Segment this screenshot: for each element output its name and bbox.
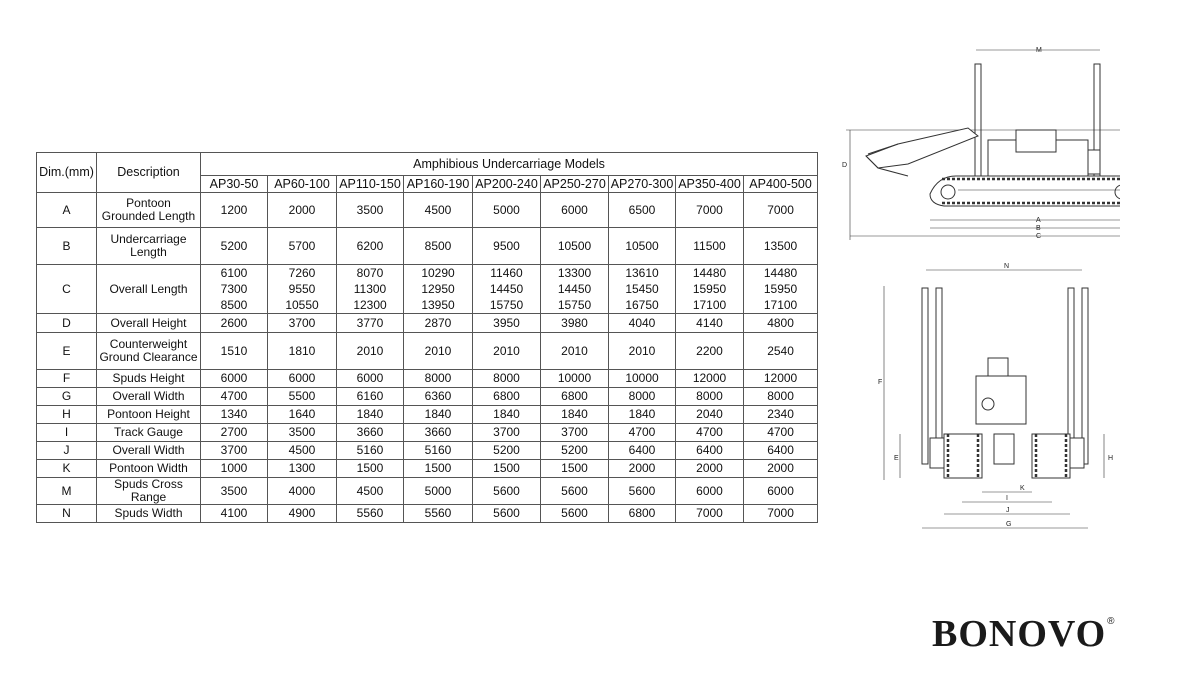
table-cell-value: 3770 — [337, 314, 404, 333]
table-row — [37, 406, 818, 424]
table-cell-value: 6160 — [337, 388, 404, 406]
table-cell-value: 5600 — [541, 478, 609, 505]
table-cell-value: 5560 — [337, 505, 404, 523]
table-cell-group — [541, 265, 609, 314]
table-cell-value: 6200 — [337, 228, 404, 265]
model-header: AP250-270 — [541, 176, 609, 193]
row-description: Spuds Cross Range — [97, 478, 201, 505]
row-description: Spuds Width — [97, 505, 201, 523]
table-cell-value: 2700 — [201, 424, 268, 442]
registered-mark: ® — [1107, 616, 1116, 627]
table-cell-value: 4100 — [201, 505, 268, 523]
table-cell-value: 4700 — [744, 424, 818, 442]
table-cell-value: 7000 — [744, 505, 818, 523]
table-cell-value: 5200 — [541, 442, 609, 460]
table-cell-value: 1510 — [201, 333, 268, 370]
table-cell-value: 6000 — [201, 370, 268, 388]
table-cell-value: 3500 — [268, 424, 337, 442]
table-cell-group — [337, 265, 404, 314]
label-i: I — [1006, 495, 1008, 502]
model-header: AP160-190 — [404, 176, 473, 193]
table-cell-value: 2000 — [268, 193, 337, 228]
table-cell-value: 6000 — [541, 193, 609, 228]
table-row — [37, 424, 818, 442]
table-cell-value: 2040 — [676, 406, 744, 424]
label-c: C — [1036, 233, 1042, 240]
table-cell-value: 10550 — [285, 297, 319, 312]
table-cell-value: 4900 — [268, 505, 337, 523]
table-cell-group — [744, 265, 818, 314]
table-cell-value: 10290 — [421, 265, 455, 280]
table-cell-value: 15750 — [557, 297, 592, 312]
row-dim: H — [37, 406, 97, 424]
table-row — [37, 333, 818, 370]
table-body — [37, 193, 818, 523]
table-cell-value: 5160 — [404, 442, 473, 460]
spec-table — [36, 152, 818, 523]
table-cell-value: 3660 — [404, 424, 473, 442]
row-description: Undercarriage Length — [97, 228, 201, 265]
table-cell-value: 5000 — [473, 193, 541, 228]
table-cell-value: 6400 — [609, 442, 676, 460]
table-cell-group — [404, 265, 473, 314]
table-cell-value: 10000 — [541, 370, 609, 388]
table-cell-value: 10000 — [609, 370, 676, 388]
table-cell-value: 4500 — [268, 442, 337, 460]
table-cell-value: 5560 — [404, 505, 473, 523]
table-cell-group — [609, 265, 676, 314]
table-cell-value: 1500 — [337, 460, 404, 478]
row-description: Overall Width — [97, 388, 201, 406]
row-description: Overall Length — [97, 265, 201, 314]
model-header: AP270-300 — [609, 176, 676, 193]
row-dim: G — [37, 388, 97, 406]
table-row — [37, 442, 818, 460]
table-cell-value: 3700 — [541, 424, 609, 442]
table-cell-value: 6500 — [609, 193, 676, 228]
row-dim: A — [37, 193, 97, 228]
table-cell-value: 11500 — [676, 228, 744, 265]
table-cell-value: 11460 — [490, 265, 523, 280]
table-cell-value: 4140 — [676, 314, 744, 333]
table-cell-value: 16750 — [625, 297, 659, 312]
table-cell-value: 14480 — [763, 265, 798, 280]
model-header: AP30-50 — [201, 176, 268, 193]
table-cell-value: 1500 — [541, 460, 609, 478]
table-cell-value: 6400 — [676, 442, 744, 460]
row-description: Pontoon Grounded Length — [97, 193, 201, 228]
table-cell-value: 4500 — [337, 478, 404, 505]
table-cell-value: 5600 — [473, 478, 541, 505]
table-cell-value: 4000 — [268, 478, 337, 505]
table-cell-value: 2540 — [744, 333, 818, 370]
table-cell-value: 9500 — [473, 228, 541, 265]
table-cell-value: 8000 — [404, 370, 473, 388]
table-cell-value: 8070 — [356, 265, 384, 280]
row-description: Pontoon Height — [97, 406, 201, 424]
table-cell-value: 12300 — [353, 297, 387, 312]
table-row — [37, 265, 818, 314]
table-cell-value: 1810 — [268, 333, 337, 370]
table-cell-value: 4500 — [404, 193, 473, 228]
table-cell-value: 1840 — [609, 406, 676, 424]
table-cell-value: 5600 — [541, 505, 609, 523]
label-h: H — [1108, 455, 1114, 462]
table-cell-value: 2200 — [676, 333, 744, 370]
row-dim: N — [37, 505, 97, 523]
row-dim: I — [37, 424, 97, 442]
table-cell-value: 2870 — [404, 314, 473, 333]
table-cell-value: 12000 — [744, 370, 818, 388]
models-title: Amphibious Undercarriage Models — [201, 153, 818, 176]
row-description: Counterweight Ground Clearance — [97, 333, 201, 370]
table-cell-group — [268, 265, 337, 314]
model-header: AP110-150 — [337, 176, 404, 193]
table-cell-value: 7260 — [288, 265, 316, 280]
table-cell-value: 11300 — [353, 281, 387, 296]
table-cell-value: 6000 — [744, 478, 818, 505]
label-e: E — [894, 455, 899, 462]
table-row — [37, 193, 818, 228]
table-cell-value: 4800 — [744, 314, 818, 333]
table-cell-value: 2340 — [744, 406, 818, 424]
row-description: Overall Height — [97, 314, 201, 333]
table-cell-value: 8000 — [609, 388, 676, 406]
table-cell-value: 15450 — [625, 281, 659, 296]
row-dim: C — [37, 265, 97, 314]
label-d: D — [842, 162, 848, 169]
row-dim: D — [37, 314, 97, 333]
row-dim: B — [37, 228, 97, 265]
table-cell-value: 14480 — [692, 265, 727, 280]
row-dim: K — [37, 460, 97, 478]
table-cell-value: 15950 — [763, 281, 798, 296]
table-cell-value: 3660 — [337, 424, 404, 442]
model-header: AP200-240 — [473, 176, 541, 193]
bonovo-logo — [932, 612, 1132, 656]
table-cell-value: 3500 — [337, 193, 404, 228]
table-cell-value: 10500 — [541, 228, 609, 265]
table-cell-value: 3980 — [541, 314, 609, 333]
table-cell-value: 12950 — [421, 281, 455, 296]
row-dim: F — [37, 370, 97, 388]
table-cell-value: 4700 — [201, 388, 268, 406]
table-cell-value: 7000 — [676, 505, 744, 523]
table-cell-value: 6800 — [541, 388, 609, 406]
table-cell-value: 3700 — [268, 314, 337, 333]
table-cell-value: 6800 — [609, 505, 676, 523]
row-description: Spuds Height — [97, 370, 201, 388]
table-cell-value: 5200 — [473, 442, 541, 460]
table-cell-value: 1300 — [268, 460, 337, 478]
table-cell-value: 1500 — [404, 460, 473, 478]
table-cell-value: 2600 — [201, 314, 268, 333]
table-cell-value: 17100 — [763, 297, 798, 312]
table-cell-value: 15750 — [489, 297, 524, 312]
table-cell-value: 9550 — [288, 281, 316, 296]
table-cell-value: 6400 — [744, 442, 818, 460]
table-row — [37, 478, 818, 505]
table-cell-value: 14450 — [489, 281, 524, 296]
table-cell-value: 5600 — [473, 505, 541, 523]
table-cell-value: 13300 — [557, 265, 592, 280]
table-cell-value: 1840 — [404, 406, 473, 424]
table-cell-value: 6000 — [268, 370, 337, 388]
table-cell-value: 1840 — [337, 406, 404, 424]
table-cell-value: 2010 — [337, 333, 404, 370]
table-cell-value: 1840 — [541, 406, 609, 424]
side-view-drawing — [838, 44, 1120, 244]
table-cell-value: 8000 — [473, 370, 541, 388]
table-cell-value: 3500 — [201, 478, 268, 505]
table-row — [37, 388, 818, 406]
table-cell-value: 5600 — [609, 478, 676, 505]
table-row — [37, 460, 818, 478]
model-header: AP60-100 — [268, 176, 337, 193]
row-description: Track Gauge — [97, 424, 201, 442]
label-f: F — [878, 379, 883, 386]
table-cell-value: 12000 — [676, 370, 744, 388]
table-cell-value: 10500 — [609, 228, 676, 265]
table-cell-group — [201, 265, 268, 314]
logo-text: BONOVO — [932, 613, 1107, 655]
model-header: AP400-500 — [744, 176, 818, 193]
table-cell-value: 1340 — [201, 406, 268, 424]
table-row — [37, 314, 818, 333]
table-cell-value: 4700 — [676, 424, 744, 442]
table-cell-value: 8500 — [404, 228, 473, 265]
col-desc-header: Description — [97, 153, 201, 193]
table-cell-value: 13500 — [744, 228, 818, 265]
table-row — [37, 505, 818, 523]
table-cell-value: 3950 — [473, 314, 541, 333]
table-cell-value: 2010 — [473, 333, 541, 370]
table-cell-value: 1500 — [473, 460, 541, 478]
table-cell-value: 6360 — [404, 388, 473, 406]
table-cell-value: 5160 — [337, 442, 404, 460]
label-a: A — [1036, 217, 1041, 224]
table-cell-value: 17100 — [692, 297, 727, 312]
label-b: B — [1036, 225, 1041, 232]
table-cell-value: 7000 — [744, 193, 818, 228]
row-dim: E — [37, 333, 97, 370]
model-header: AP350-400 — [676, 176, 744, 193]
table-cell-value: 3700 — [201, 442, 268, 460]
table-row — [37, 370, 818, 388]
front-view-drawing — [876, 258, 1122, 548]
table-cell-value: 6000 — [337, 370, 404, 388]
table-cell-value: 13610 — [625, 265, 659, 280]
table-cell-value: 2000 — [676, 460, 744, 478]
table-cell-value: 2000 — [609, 460, 676, 478]
table-cell-value: 4700 — [609, 424, 676, 442]
label-j: J — [1006, 507, 1010, 514]
table-cell-value: 3700 — [473, 424, 541, 442]
table-cell-value: 1200 — [201, 193, 268, 228]
table-cell-value: 2010 — [541, 333, 609, 370]
table-cell-value: 7300 — [220, 281, 248, 296]
table-cell-value: 2010 — [609, 333, 676, 370]
table-cell-value: 6800 — [473, 388, 541, 406]
label-g: G — [1006, 521, 1012, 528]
row-dim: J — [37, 442, 97, 460]
table-cell-value: 1640 — [268, 406, 337, 424]
table-cell-value: 8500 — [220, 297, 248, 312]
table-cell-value: 5000 — [404, 478, 473, 505]
col-dim-header: Dim.(mm) — [37, 153, 97, 193]
table-cell-value: 13950 — [421, 297, 455, 312]
table-cell-value: 8000 — [676, 388, 744, 406]
table-cell-value: 5200 — [201, 228, 268, 265]
label-k: K — [1020, 485, 1025, 492]
table-row — [37, 228, 818, 265]
table-cell-value: 2010 — [404, 333, 473, 370]
table-cell-value: 6100 — [220, 265, 248, 280]
row-description: Overall Width — [97, 442, 201, 460]
table-cell-value: 6000 — [676, 478, 744, 505]
row-description: Pontoon Width — [97, 460, 201, 478]
table-cell-value: 5700 — [268, 228, 337, 265]
table-cell-value: 14450 — [557, 281, 592, 296]
table-cell-value: 4040 — [609, 314, 676, 333]
label-n: N — [1004, 263, 1010, 270]
table-cell-value: 1000 — [201, 460, 268, 478]
table-cell-group — [473, 265, 541, 314]
table-cell-group — [676, 265, 744, 314]
table-cell-value: 7000 — [676, 193, 744, 228]
table-cell-value: 8000 — [744, 388, 818, 406]
table-cell-value: 15950 — [692, 281, 727, 296]
table-cell-value: 5500 — [268, 388, 337, 406]
table-cell-value: 1840 — [473, 406, 541, 424]
row-dim: M — [37, 478, 97, 505]
table-cell-value: 2000 — [744, 460, 818, 478]
label-m: M — [1036, 47, 1042, 54]
